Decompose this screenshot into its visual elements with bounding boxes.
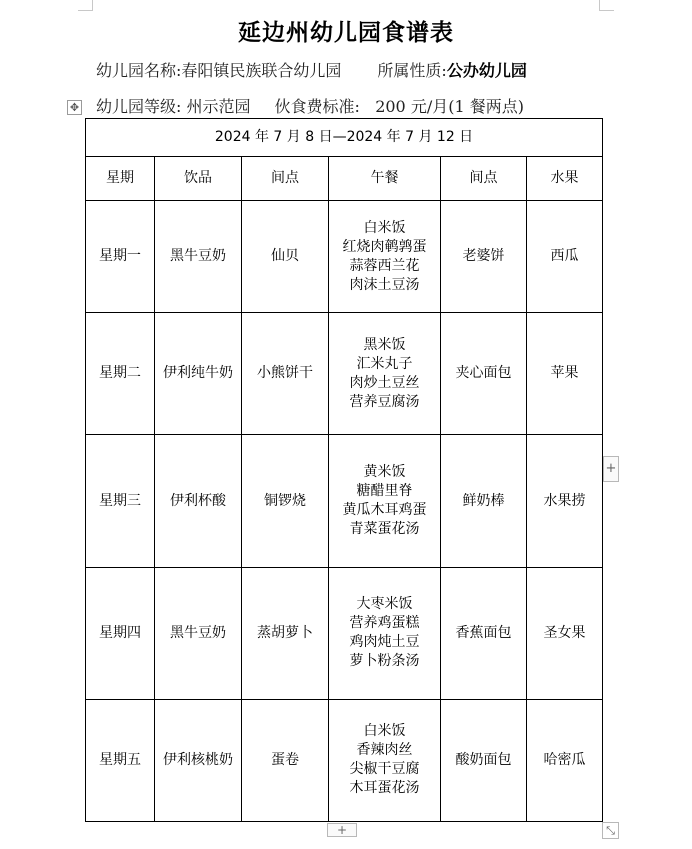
lunch-item: 营养鸡蛋糕 <box>349 615 420 632</box>
lunch-cell <box>329 567 441 699</box>
header-day: 星期 <box>86 157 155 201</box>
lunch-item: 萝卜粉条汤 <box>349 653 420 670</box>
header-snack-1: 间点 <box>242 157 329 201</box>
snack-1-cell: 蛋卷 <box>242 699 329 821</box>
table-row <box>86 435 603 567</box>
header-fruit: 水果 <box>527 157 603 201</box>
day-cell: 星期二 <box>86 313 155 435</box>
drink-cell: 黑牛豆奶 <box>155 201 242 313</box>
snack-2-cell: 鲜奶棒 <box>441 435 527 567</box>
table-resize-icon[interactable]: ⤡ <box>602 822 619 839</box>
date-range: 2024 年 7 月 8 日—2024 年 7 月 12 日 <box>86 119 603 157</box>
day-cell: 星期一 <box>86 201 155 313</box>
add-column-button[interactable]: + <box>603 456 619 482</box>
snack-2-cell: 夹心面包 <box>441 313 527 435</box>
info-line-1 <box>96 58 527 81</box>
drink-cell: 伊利杯酸 <box>155 435 242 567</box>
table-row <box>86 201 603 313</box>
table-row <box>86 567 603 699</box>
day-cell: 星期三 <box>86 435 155 567</box>
snack-1-cell: 小熊饼干 <box>242 313 329 435</box>
snack-1-cell: 仙贝 <box>242 201 329 313</box>
drink-cell: 黑牛豆奶 <box>155 567 242 699</box>
lunch-item: 黑米饭 <box>363 336 406 353</box>
fruit-cell: 圣女果 <box>527 567 603 699</box>
lunch-item: 青菜蛋花汤 <box>349 521 420 538</box>
lunch-cell <box>329 313 441 435</box>
day-cell: 星期五 <box>86 699 155 821</box>
table-move-icon[interactable]: ✥ <box>67 100 82 115</box>
day-cell: 星期四 <box>86 567 155 699</box>
menu-table <box>85 118 603 822</box>
lunch-item: 香辣肉丝 <box>356 742 413 759</box>
drink-cell: 伊利纯牛奶 <box>155 313 242 435</box>
lunch-item: 鸡肉炖土豆 <box>349 634 420 651</box>
page-corner-mark-right <box>599 0 614 11</box>
lunch-item: 红烧肉鹌鹑蛋 <box>342 238 427 255</box>
header-row <box>86 157 603 201</box>
table-row <box>86 313 603 435</box>
header-drink: 饮品 <box>155 157 242 201</box>
lunch-item: 营养豆腐汤 <box>349 393 420 410</box>
snack-2-cell: 香蕉面包 <box>441 567 527 699</box>
fee-label: 伙食费标准: <box>274 97 360 116</box>
kindergarten-name-label: 幼儿园名称: <box>96 61 182 80</box>
snack-2-cell: 老婆饼 <box>441 201 527 313</box>
lunch-item: 肉沫土豆汤 <box>349 276 420 293</box>
lunch-item: 肉炒土豆丝 <box>349 374 420 391</box>
lunch-item: 尖椒干豆腐 <box>349 761 420 778</box>
add-row-button[interactable]: + <box>327 823 357 837</box>
header-snack-2: 间点 <box>441 157 527 201</box>
fee-value: 200 元/月(1 餐两点) <box>375 97 524 116</box>
lunch-item: 蒜蓉西兰花 <box>349 257 420 274</box>
nature-label: 所属性质: <box>377 61 447 80</box>
lunch-cell <box>329 201 441 313</box>
snack-1-cell: 蒸胡萝卜 <box>242 567 329 699</box>
fruit-cell: 哈密瓜 <box>527 699 603 821</box>
grade-label: 幼儿园等级: <box>96 97 182 116</box>
info-line-2 <box>96 94 524 117</box>
lunch-item: 白米饭 <box>363 219 406 236</box>
lunch-item: 汇米丸子 <box>356 355 413 372</box>
lunch-item: 木耳蛋花汤 <box>349 780 420 797</box>
page-title: 延边州幼儿园食谱表 <box>238 19 454 46</box>
fruit-cell: 西瓜 <box>527 201 603 313</box>
header-lunch: 午餐 <box>329 157 441 201</box>
nature-value: 公办幼儿园 <box>446 61 527 80</box>
date-row <box>86 119 603 157</box>
lunch-item: 白米饭 <box>363 723 406 740</box>
drink-cell: 伊利核桃奶 <box>155 699 242 821</box>
lunch-cell <box>329 699 441 821</box>
lunch-cell <box>329 435 441 567</box>
grade-value: 州示范园 <box>186 97 251 116</box>
snack-1-cell: 铜锣烧 <box>242 435 329 567</box>
table-row <box>86 699 603 821</box>
lunch-item: 大枣米饭 <box>356 596 413 613</box>
snack-2-cell: 酸奶面包 <box>441 699 527 821</box>
lunch-item: 黄瓜木耳鸡蛋 <box>342 502 427 519</box>
kindergarten-name-value: 春阳镇民族联合幼儿园 <box>181 61 342 80</box>
fruit-cell: 苹果 <box>527 313 603 435</box>
lunch-item: 糖醋里脊 <box>356 483 413 500</box>
fruit-cell: 水果捞 <box>527 435 603 567</box>
page-corner-mark-left <box>78 0 93 11</box>
lunch-item: 黄米饭 <box>363 464 406 481</box>
